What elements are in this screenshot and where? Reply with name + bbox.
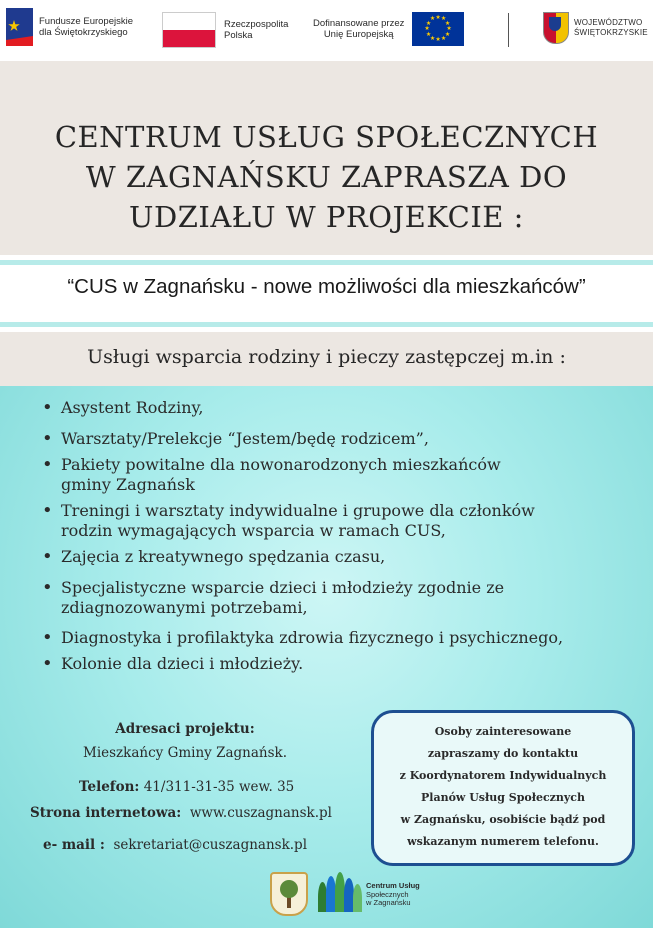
list-item: • Asystent Rodziny, [40,398,563,418]
list-item: • Zajęcia z kreatywnego spędzania czasu, [40,547,563,567]
page-title [0,117,653,237]
pl-logo-line-2: Polska [224,30,253,41]
services-list [40,398,563,674]
fe-emblem-icon [6,8,33,46]
project-name: “CUS w Zagnańsku - nowe możliwości dla mieszkańców” [67,275,586,298]
ws-logo-line-2: ŚWIĘTOKRZYSKIE [574,28,648,37]
web-line: Strona internetowa: www.cuszagnansk.pl [30,805,332,821]
polish-flag-icon [162,12,216,48]
cus-logo-line-1: Centrum Usług [366,881,420,890]
list-item: • Warsztaty/Prelekcje “Jestem/będę rodzicem”, [40,429,563,449]
fe-logo-line-2: dla Świętokrzyskiego [39,27,128,38]
info-line-2: zapraszamy do kontaktu [427,747,579,760]
coat-of-arms-icon [543,12,569,44]
ws-logo [543,12,648,44]
eu-logo-line-2: Unię Europejską [323,29,394,40]
recipients-label: Adresaci projektu: [115,721,255,737]
email-value[interactable]: sekretariat@cuszagnansk.pl [113,837,308,853]
email-line: e- mail : sekretariat@cuszagnansk.pl [43,837,308,853]
pl-logo-line-1: Rzeczpospolita [224,19,289,30]
info-line-6: wskazanym numerem telefonu. [407,835,599,848]
title-line-2: W ZAGNAŃSKU ZAPRASZA DO [85,160,568,194]
list-item: • Diagnostyka i profilaktyka zdrowia fizycznego i psychicznego, [40,628,563,648]
list-item: • Treningi i warsztaty indywidualne i grupowe dla członków rodzin wymagających wsparcia w ramach CUS, [40,501,563,541]
eu-logo-line-1: Dofinansowane przez [313,18,405,29]
fe-logo [6,8,133,46]
cus-logo-line-2: Społecznych [366,889,409,899]
ws-logo-line-1: WOJEWÓDZTWO [574,18,643,27]
cus-logo-line-3: w Zagnańsku [366,898,411,907]
cus-people-icon [318,872,362,912]
phone-line: Telefon: 41/311-31-35 wew. 35 [79,779,295,795]
logo-bar [0,0,653,61]
strip-line-top [0,260,653,265]
info-line-5: w Zagnańsku, osobiście bądź pod [400,813,606,826]
pl-logo [162,12,288,48]
list-item: • Specjalistyczne wsparcie dzieci i młodzieży zgodnie ze zdiagnozowanymi potrzebami, [40,578,563,618]
info-line-4: Planów Usług Społecznych [421,791,585,804]
fe-logo-line-1: Fundusze Europejskie [39,16,133,27]
info-box [371,710,635,866]
info-line-1: Osoby zainteresowane [434,725,572,738]
gmina-crest-icon [270,872,308,916]
recipients-value: Mieszkańcy Gminy Zagnańsk. [83,745,287,761]
title-line-1: CENTRUM USŁUG SPOŁECZNYCH [54,120,599,154]
title-line-3: UDZIAŁU W PROJEKCIE : [129,200,524,234]
web-value[interactable]: www.cuszagnansk.pl [189,805,332,821]
strip-line-bottom [0,322,653,327]
cus-logo-text [366,882,420,908]
list-item: • Kolonie dla dzieci i młodzieży. [40,654,563,674]
eu-flag-icon: ★ ★ ★ ★ ★ ★ ★ ★ ★ ★ ★ ★ [412,12,464,46]
info-line-3: z Koordynatorem Indywidualnych [399,769,607,782]
eu-logo [313,12,464,46]
phone-value: 41/311-31-35 wew. 35 [143,779,295,795]
logo-divider [508,13,509,47]
list-item: • Pakiety powitalne dla nowonarodzonych mieszkańców gminy Zagnańsk [40,455,563,495]
services-heading: Usługi wsparcia rodziny i pieczy zastępczej m.in : [87,346,566,368]
